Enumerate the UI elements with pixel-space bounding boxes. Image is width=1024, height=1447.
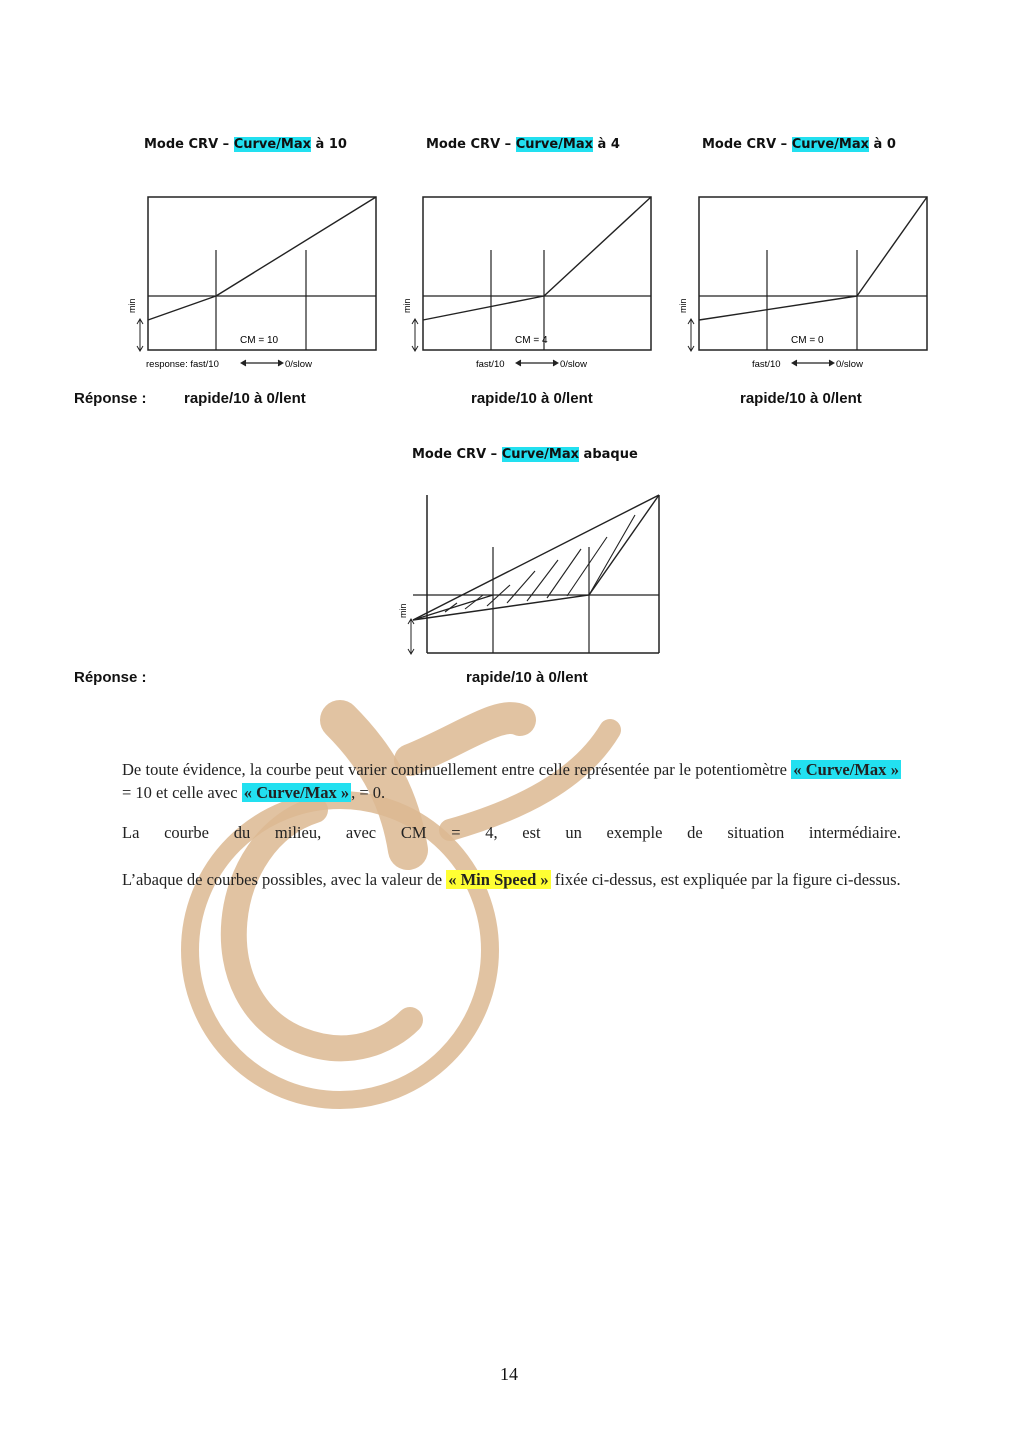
curve-segment bbox=[423, 296, 544, 320]
page-number: 14 bbox=[500, 1364, 518, 1384]
curve-max-highlight: Curve/Max bbox=[233, 137, 312, 152]
curve-max-highlight: Curve/Max bbox=[791, 137, 870, 152]
paragraph-3: L’abaque de courbes possibles, avec la valeur de « Min Speed » fixée ci-dessus, est expliquée par la figure ci-dessus. bbox=[122, 870, 901, 889]
plot-frame bbox=[148, 197, 376, 350]
chart-1-cm10 bbox=[127, 185, 390, 375]
curve-segment bbox=[857, 197, 927, 296]
abaque-chart bbox=[395, 485, 675, 660]
curve-segment bbox=[544, 197, 651, 296]
axis-right-label: 0/slow bbox=[285, 359, 312, 370]
reponse-chart-3: rapide/10 à 0/lent bbox=[740, 390, 862, 407]
curve-min bbox=[413, 595, 493, 620]
cm-label: CM = 10 bbox=[240, 335, 279, 346]
paragraph-1: De toute évidence, la courbe peut varier continuellement entre celle représentée par le potentiomètre « Curve/Max » = 10 et celle avec « Curve/Max » , = 0. bbox=[122, 760, 899, 802]
curve-max-highlight: Curve/Max bbox=[515, 137, 594, 152]
curve-segment bbox=[148, 296, 216, 320]
min-label: min bbox=[127, 298, 137, 313]
paragraph-2: La courbe du milieu, avec CM = 4, est un exemple de situation intermédiaire. bbox=[122, 823, 901, 842]
chart-2-caption: Mode CRV – Curve/Max à 4 bbox=[426, 137, 620, 152]
curve-cm10 bbox=[413, 495, 659, 620]
axis-left-label: fast/10 bbox=[476, 359, 505, 370]
reponse-label-2: Réponse : bbox=[74, 669, 147, 686]
curve-max-highlight: « Curve/Max » bbox=[243, 783, 350, 802]
min-label: min bbox=[402, 298, 412, 313]
plot-frame bbox=[423, 197, 651, 350]
axis-left-label: fast/10 bbox=[752, 359, 781, 370]
axis-right-label: 0/slow bbox=[560, 359, 587, 370]
reponse-label: Réponse : bbox=[74, 390, 147, 407]
plot-frame bbox=[699, 197, 927, 350]
curve-segment bbox=[699, 296, 857, 320]
chart-3-caption: Mode CRV – Curve/Max à 0 bbox=[702, 137, 896, 152]
chart-1-caption: Mode CRV – Curve/Max à 10 bbox=[144, 137, 347, 152]
min-label: min bbox=[678, 298, 688, 313]
curve-max-highlight: « Curve/Max » bbox=[793, 760, 899, 779]
chart-2-cm4 bbox=[402, 185, 665, 375]
cm-label: CM = 0 bbox=[791, 335, 824, 346]
axis-right-label: 0/slow bbox=[836, 359, 863, 370]
axis-left-label: response: fast/10 bbox=[146, 359, 219, 370]
abaque-hatching bbox=[445, 515, 635, 612]
curve-max-highlight: Curve/Max bbox=[501, 447, 580, 462]
reponse-chart-1: rapide/10 à 0/lent bbox=[184, 390, 306, 407]
cm-label: CM = 4 bbox=[515, 335, 548, 346]
reponse-chart-2: rapide/10 à 0/lent bbox=[471, 390, 593, 407]
reponse-abaque: rapide/10 à 0/lent bbox=[466, 669, 588, 686]
min-label: min bbox=[398, 603, 408, 618]
curve-segment bbox=[216, 197, 376, 296]
min-speed-highlight: « Min Speed » bbox=[448, 870, 549, 889]
chart-3-cm0 bbox=[678, 185, 941, 375]
abaque-caption: Mode CRV – Curve/Max abaque bbox=[412, 447, 638, 462]
